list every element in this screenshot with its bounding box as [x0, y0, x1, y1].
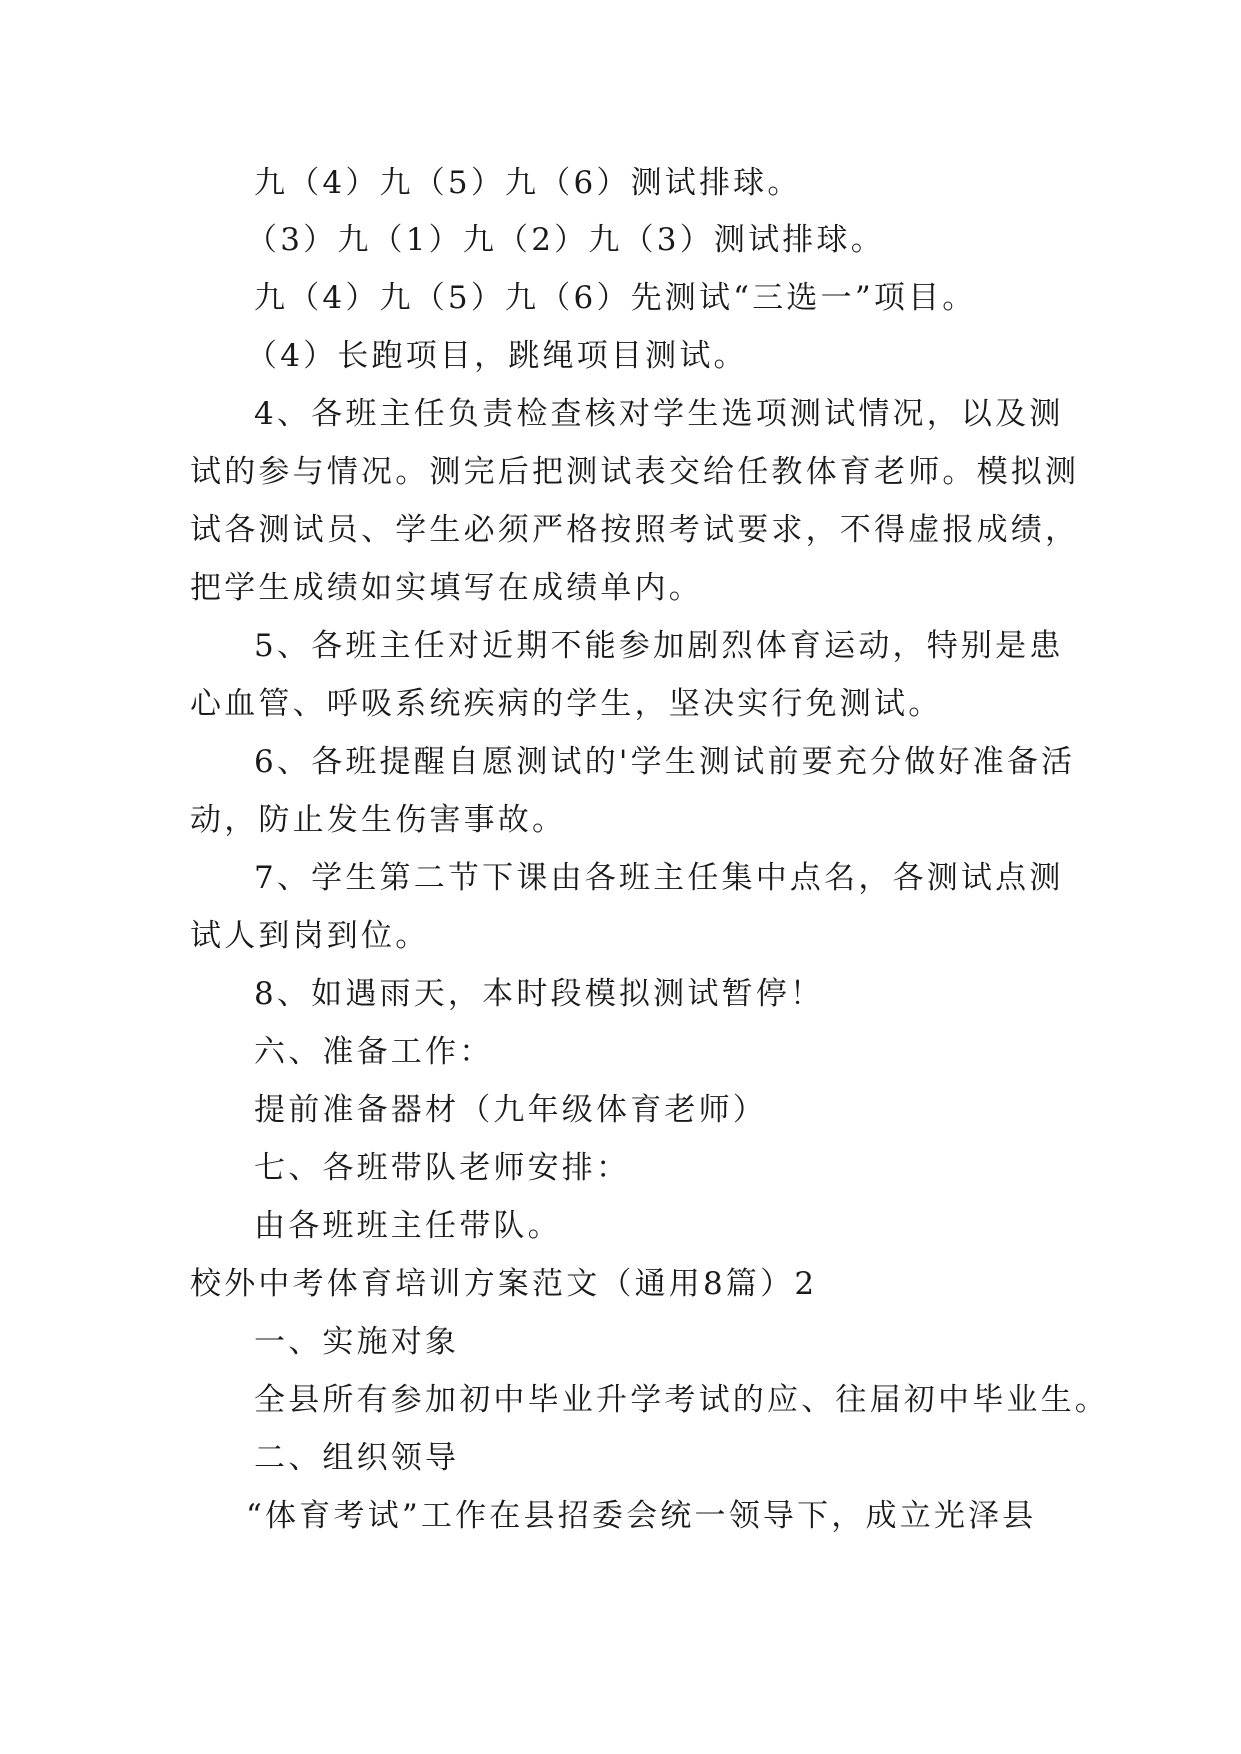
text-line: 心血管、呼吸系统疾病的学生，坚决实行免测试。: [190, 686, 943, 722]
text-line: （3）九（1）九（2）九（3）测试排球。: [246, 222, 885, 258]
text-line: 试人到岗到位。: [190, 918, 430, 954]
text-line: 试各测试员、学生必须严格按照考试要求，不得虚报成绩，: [190, 512, 1080, 548]
text-line: 七、各班带队老师安排：: [254, 1150, 631, 1186]
text-line: 由各班班主任带队。: [254, 1208, 562, 1244]
text-line: 6、各班提醒自愿测试的'学生测试前要充分做好准备活: [254, 744, 1076, 780]
text-line: 九（4）九（5）九（6）先测试“三选一”项目。: [254, 280, 977, 316]
text-line: 一、实施对象: [254, 1324, 460, 1360]
text-line: 7、学生第二节下课由各班主任集中点名，各测试点测: [254, 860, 1064, 896]
text-line: 4、各班主任负责检查核对学生选项测试情况，以及测: [254, 396, 1064, 432]
text-line: 二、组织领导: [254, 1440, 460, 1476]
text-line: （4）长跑项目，跳绳项目测试。: [246, 338, 748, 374]
section-heading: 校外中考体育培训方案范文（通用8篇）2: [190, 1266, 818, 1302]
text-line: 提前准备器材（九年级体育老师）: [254, 1092, 767, 1128]
text-line: 5、各班主任对近期不能参加剧烈体育运动，特别是患: [254, 628, 1064, 664]
text-line: 试的参与情况。测完后把测试表交给任教体育老师。模拟测: [190, 454, 1080, 490]
text-line: 全县所有参加初中毕业升学考试的应、往届初中毕业生。: [254, 1382, 1109, 1418]
text-line: 动，防止发生伤害事故。: [190, 802, 567, 838]
text-line: 九（4）九（5）九（6）测试排球。: [254, 165, 802, 201]
text-line: 六、准备工作：: [254, 1034, 494, 1070]
text-line: 把学生成绩如实填写在成绩单内。: [190, 570, 703, 606]
text-line: “体育考试”工作在县招委会统一领导下，成立光泽县: [246, 1498, 1037, 1534]
text-line: 8、如遇雨天，本时段模拟测试暂停！: [254, 976, 825, 1012]
